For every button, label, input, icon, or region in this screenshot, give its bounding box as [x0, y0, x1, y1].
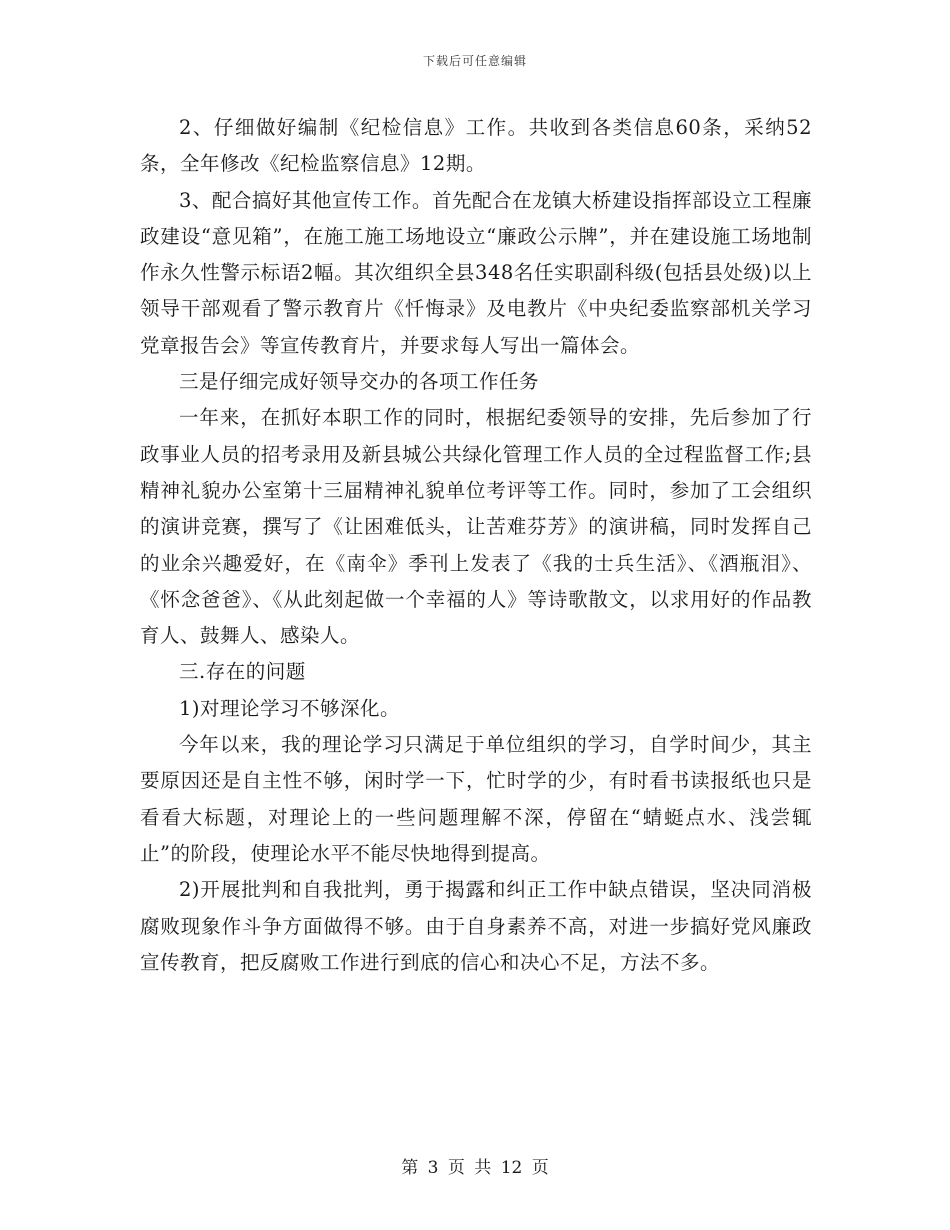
paragraph-problems-heading: 三.存在的问题 — [179, 660, 306, 684]
paragraph-problem-1-title: 1)对理论学习不够深化。 — [179, 696, 401, 720]
page-header-note: 下载后可任意编辑 — [422, 54, 527, 68]
paragraph-section-heading: 三是仔细完成好领导交办的各项工作任务 — [179, 370, 540, 394]
paragraph-editing-info: 2、仔细做好编制《纪检信息》工作。共收到各类信息60条，采纳52条，全年修改《纪检监察信息》12期。 — [140, 116, 812, 176]
paragraph-problem-2: 2)开展批判和自我批判，勇于揭露和纠正工作中缺点错误，坚决同消极腐败现象作斗争方面做得不够。由于自身素养不高，对进一步搞好党风廉政宣传教育，把反腐败工作进行到底的信心和决心不足，方法不多。 — [140, 878, 812, 974]
page-number-footer: 第 3 页 共 12 页 — [401, 1158, 549, 1178]
document-body — [140, 110, 812, 981]
paragraph-publicity-work: 3、配合搞好其他宣传工作。首先配合在龙镇大桥建设指挥部设立工程廉政建设“意见箱”，在施工施工场地设立“廉政公示牌”，并在建设施工场地制作永久性警示标语2幅。其次组织全县348名任实职副科级(包括县处级)以上领导干部观看了警示教育片《忏悔录》及电教片《中央纪委监察部机关学习党章报告会》等宣传教育片，并要求每人写出一篇体会。 — [140, 188, 812, 357]
paragraph-problem-1-detail: 今年以来，我的理论学习只满足于单位组织的学习，自学时间少，其主要原因还是自主性不够，闲时学一下，忙时学的少，有时看书读报纸也只是看看大标题，对理论上的一些问题理解不深，停留在“蜻蜓点水、浅尝辄止”的阶段，使理论水平不能尽快地得到提高。 — [140, 733, 812, 865]
paragraph-year-review: 一年来，在抓好本职工作的同时，根据纪委领导的安排，先后参加了行政事业人员的招考录用及新县城公共绿化管理工作人员的全过程监督工作;县精神礼貌办公室第十三届精神礼貌单位考评等工作。同时，参加了工会组织的演讲竞赛，撰写了《让困难低头，让苦难芬芳》的演讲稿，同时发挥自己的业余兴趣爱好，在《南伞》季刊上发表了《我的士兵生活》、《酒瓶泪》、《怀念爸爸》、《从此刻起做一个幸福的人》等诗歌散文，以求用好的作品教育人、鼓舞人、感染人。 — [140, 406, 812, 648]
